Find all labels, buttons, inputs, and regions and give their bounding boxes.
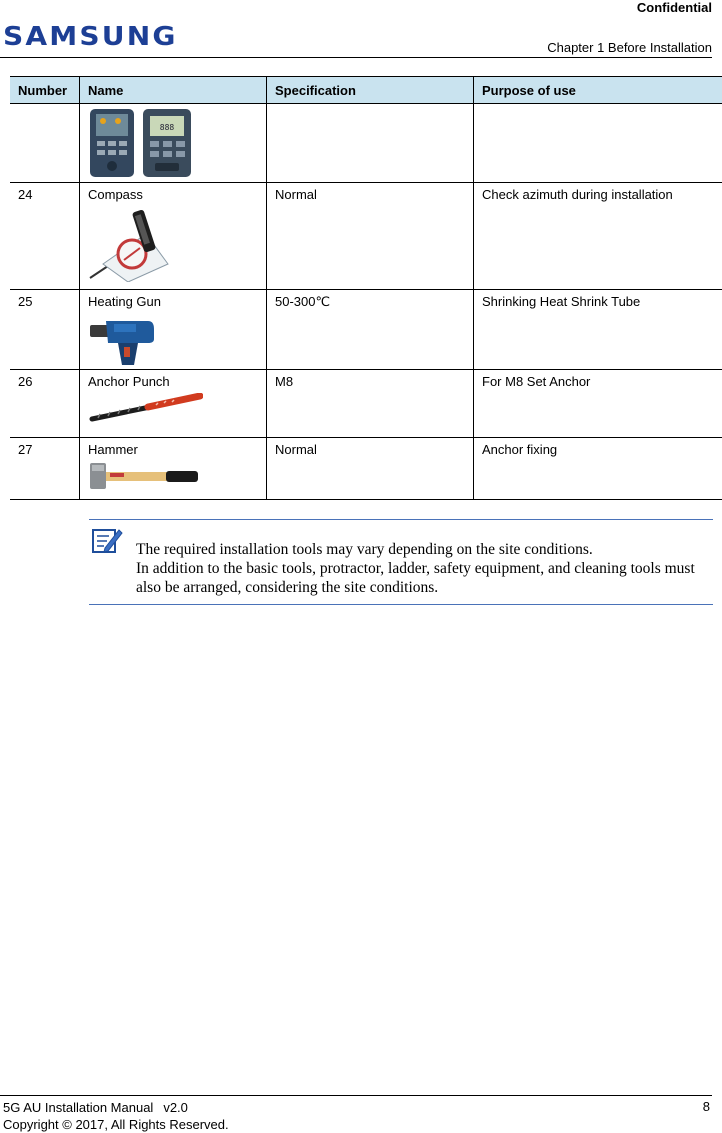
footer-copyright: Copyright © 2017, All Rights Reserved. [3, 1116, 229, 1133]
anchor-punch-image [88, 393, 203, 423]
cell-specification: Normal [267, 438, 474, 500]
column-header-number: Number [10, 77, 80, 104]
cell-name: Hammer [80, 438, 267, 500]
optical-power-meter-image [87, 108, 197, 178]
cell-specification: Normal [267, 183, 474, 290]
tools-table [10, 76, 722, 500]
page-number: 8 [703, 1099, 710, 1114]
cell-name: Heating Gun [80, 290, 267, 370]
table-row [10, 370, 722, 438]
column-header-specification: Specification [267, 77, 474, 104]
note-pencil-icon [91, 524, 123, 556]
cell-name: Compass [80, 183, 267, 290]
samsung-logo: SAMSUNG [3, 22, 178, 52]
heating-gun-image [88, 313, 154, 365]
cell-name: Anchor Punch [80, 370, 267, 438]
cell-purpose: For M8 Set Anchor [474, 370, 722, 438]
header-rule [0, 57, 712, 58]
cell-purpose: Check azimuth during installation [474, 183, 722, 290]
footer-version: v2.0 [163, 1100, 188, 1115]
svg-text:888: 888 [160, 123, 175, 132]
cell-specification [267, 104, 474, 183]
table-header-row [10, 77, 722, 104]
note-text [136, 540, 709, 597]
table-row [10, 438, 722, 500]
cell-name [80, 104, 267, 183]
cell-number [10, 104, 80, 183]
footer-rule [0, 1095, 712, 1096]
footer-manual-title: 5G AU Installation Manual [3, 1100, 153, 1115]
cell-number: 24 [10, 183, 80, 290]
confidential-label: Confidential [637, 0, 712, 15]
cell-purpose [474, 104, 722, 183]
cell-number: 27 [10, 438, 80, 500]
footer-info [3, 1099, 229, 1133]
cell-number: 26 [10, 370, 80, 438]
cell-specification: 50-300℃ [267, 290, 474, 370]
note-box [89, 519, 713, 605]
compass-image [88, 206, 173, 282]
column-header-name: Name [80, 77, 267, 104]
note-line-1: The required installation tools may vary depending on the site conditions. [136, 540, 709, 559]
table-row [10, 290, 722, 370]
column-header-purpose: Purpose of use [474, 77, 722, 104]
table-row [10, 183, 722, 290]
cell-purpose: Anchor fixing [474, 438, 722, 500]
cell-specification: M8 [267, 370, 474, 438]
cell-purpose: Shrinking Heat Shrink Tube [474, 290, 722, 370]
note-line-2: In addition to the basic tools, protractor, ladder, safety equipment, and cleaning tools must also be arranged, considering the site conditions. [136, 559, 709, 597]
cell-number: 25 [10, 290, 80, 370]
hammer-image [88, 461, 200, 493]
table-row [10, 104, 722, 183]
chapter-title: Chapter 1 Before Installation [547, 40, 712, 55]
